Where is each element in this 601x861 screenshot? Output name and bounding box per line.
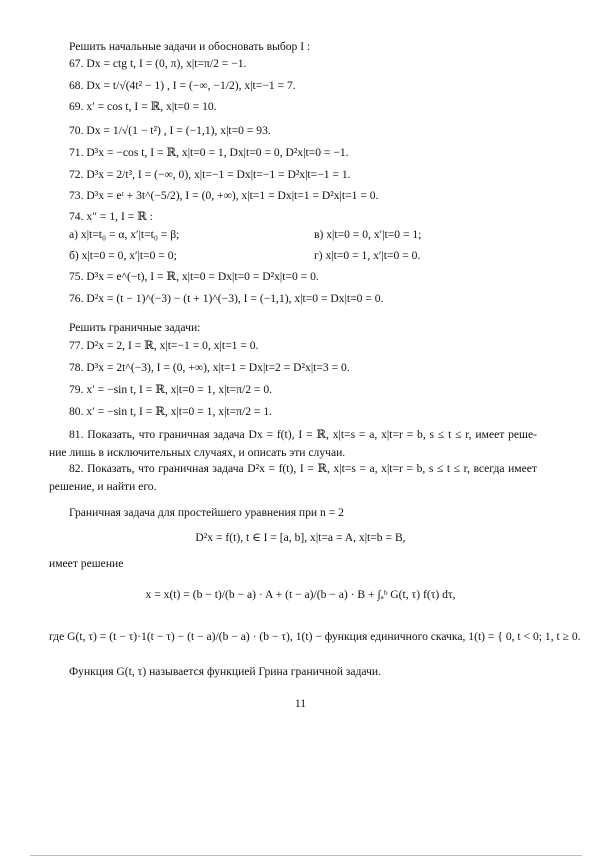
bottom-divider (30, 855, 582, 856)
has-solution-text: имеет решение (49, 557, 124, 570)
boundary-equation: D²x = f(t), t ∈ I = [a, b], x|t=a = A, x|t=b = B, (195, 531, 406, 544)
problem-74: 74. x″ = 1, I = ℝ : (69, 210, 153, 223)
theory-intro: Граничная задача для простейшего уравнения при n = 2 (69, 506, 344, 519)
problem-71: 71. D³x = −cos t, I = ℝ, x|t=0 = 1, Dx|t=0 = 0, D²x|t=0 = −1. (69, 146, 349, 159)
solution-formula: x = x(t) = (b − t)/(b − a) · A + (t − a)/(b − a) · B + ∫ₐᵇ G(t, τ) f(τ) dτ, (145, 588, 456, 601)
problem-73: 73. D³x = eᵗ + 3t^(−5/2), I = (0, +∞), x|t=1 = Dx|t=1 = D²x|t=1 = 0. (69, 189, 379, 202)
problem-76: 76. D²x = (t − 1)^(−3) − (t + 1)^(−3), I = (−1,1), x|t=0 = Dx|t=0 = 0. (69, 292, 384, 305)
green-function-name: Функция G(t, τ) называется функцией Грина граничной задачи. (69, 665, 382, 678)
problem-82-line1: 82. Показать, что граничная задача D²x = f(t), I = ℝ, x|t=s = a, x|t=r = b, s ≤ t ≤ r, всегда имеет (69, 462, 537, 475)
section2-heading: Решить граничные задачи: (69, 321, 201, 334)
problem-68: 68. Dx = t/√(4t² − 1) , I = (−∞, −1/2), x|t=−1 = 7. (69, 79, 296, 92)
problem-80: 80. x′ = −sin t, I = ℝ, x|t=0 = 1, x|t=π/2 = 1. (69, 405, 273, 418)
case-b: б) x|t=0 = 0, x′|t=0 = 0; (69, 249, 177, 262)
problem-81-line2: ние лишь в исключительных случаях, и описать эти случаи. (49, 446, 346, 459)
problem-81-line1: 81. Показать, что граничная задача Dx = f(t), I = ℝ, x|t=s = a, x|t=r = b, s ≤ t ≤ r, имеет реше- (69, 428, 537, 441)
page-number: 11 (294, 697, 307, 710)
problem-82-line2: решение, и найти его. (49, 480, 157, 493)
problem-77: 77. D²x = 2, I = ℝ, x|t=−1 = 0, x|t=1 = 0. (69, 339, 259, 352)
green-function-definition: где G(t, τ) = (t − τ)·1(t − τ) − (t − a)/(b − a) · (b − τ), 1(t) − функция единичного скачка, 1(t) = { 0, t < 0; 1, t ≥ 0. (49, 630, 581, 643)
problem-79: 79. x′ = −sin t, I = ℝ, x|t=0 = 1, x|t=π/2 = 0. (69, 383, 273, 396)
problem-72: 72. D³x = 2/t³, I = (−∞, 0), x|t=−1 = Dx|t=−1 = D²x|t=−1 = 1. (69, 168, 351, 181)
case-v: в) x|t=0 = 0, x′|t=0 = 1; (314, 228, 422, 241)
section1-heading: Решить начальные задачи и обосновать выбор I : (69, 40, 311, 53)
case-a: а) x|t=t₀ = α, x′|t=t₀ = β; (69, 228, 180, 241)
problem-67: 67. Dx = ctg t, I = (0, π), x|t=π/2 = −1. (69, 57, 247, 70)
problem-70: 70. Dx = 1/√(1 − t²) , I = (−1,1), x|t=0 = 93. (69, 124, 271, 137)
problem-78: 78. D³x = 2t^(−3), I = (0, +∞), x|t=1 = Dx|t=2 = D²x|t=3 = 0. (69, 361, 350, 374)
problem-75: 75. D³x = e^(−t), I = ℝ, x|t=0 = Dx|t=0 = D²x|t=0 = 0. (69, 270, 319, 283)
case-g: г) x|t=0 = 1, x′|t=0 = 0. (314, 249, 421, 262)
problem-69: 69. x′ = cos t, I = ℝ, x|t=0 = 10. (69, 100, 217, 113)
